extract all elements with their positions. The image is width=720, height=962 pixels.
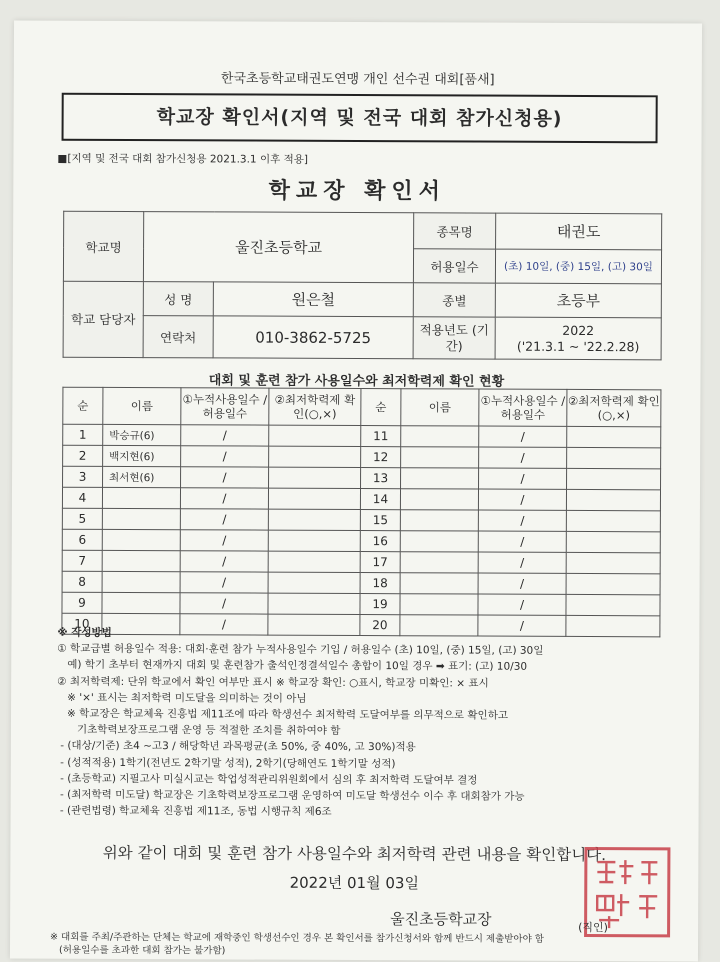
row-number: 11 (361, 426, 401, 447)
table-row (62, 508, 660, 532)
confirmation-text: 위와 같이 대회 및 훈련 참가 사용일수와 최저학력 관련 내용을 확인합니다. (102, 843, 607, 865)
student-name-cell[interactable] (401, 468, 479, 489)
student-name-cell[interactable]: 최서현(6) (103, 466, 181, 487)
min-academic-check-cell[interactable] (566, 510, 660, 531)
student-name-cell[interactable] (400, 489, 478, 510)
guide-line: 예) 학기 초부터 현재까지 대회 및 훈련참가 출석인정결석일수 총합이 10일 경우 ➡ 표기: (고) 10/30 (57, 659, 528, 674)
used-days-cell: / (180, 551, 268, 572)
used-days-cell: / (478, 552, 566, 573)
used-days-cell: / (181, 425, 269, 446)
student-name-cell[interactable] (400, 552, 478, 573)
student-name-cell[interactable] (102, 550, 180, 571)
school-label: 학교명 (63, 211, 143, 281)
used-days-cell: / (478, 531, 566, 552)
row-number: 7 (62, 550, 102, 571)
student-name-cell[interactable] (400, 594, 478, 615)
min-academic-check-cell[interactable] (268, 572, 360, 593)
used-days-cell: / (180, 530, 268, 551)
table-row (63, 424, 661, 448)
used-days-cell: / (181, 467, 269, 488)
name-label: 성 명 (143, 282, 213, 316)
row-number: 18 (360, 573, 400, 594)
student-name-cell[interactable] (401, 426, 479, 447)
used-days-cell: / (180, 614, 268, 635)
used-days-cell: / (478, 510, 566, 531)
min-academic-check-cell[interactable] (567, 447, 661, 468)
student-name-cell[interactable] (102, 592, 180, 613)
col-name-header: 이름 (401, 389, 479, 426)
col-check-header: ②최저학력제 확인(○,×) (567, 389, 661, 426)
guide-line: ② 최저학력제: 단위 학교에서 확인 여부만 표시 ※ 학교장 확인: ○표시, 학교장 미확인: × 표시 (57, 675, 489, 690)
min-academic-check-cell[interactable] (567, 426, 661, 447)
table-row (62, 487, 660, 511)
table-row (63, 466, 661, 490)
guide-line: ※ '×' 표시는 최저학력 미도달을 의미하는 것이 아님 (57, 691, 307, 705)
min-academic-check-cell[interactable] (566, 594, 660, 615)
used-days-cell: / (479, 468, 567, 489)
min-academic-check-cell[interactable] (268, 530, 360, 551)
col-no-header: 순 (63, 387, 103, 424)
row-number: 13 (361, 468, 401, 489)
col-days-header: ①누적사용일수 /허용일수 (181, 388, 269, 425)
row-number: 16 (360, 531, 400, 552)
row-number: 5 (62, 508, 102, 529)
year-cell (495, 317, 661, 360)
row-number: 9 (62, 592, 102, 613)
guide-title: ※ 작성방법 (57, 626, 112, 639)
used-days-cell: / (479, 426, 567, 447)
super-title: 한국초등학교태권도연맹 개인 선수권 대회[품새] (220, 71, 495, 88)
guide-line: - (초등학교) 지필고사 미실시교는 학업성적관리위원회에서 심의 후 최저학력 도달여부 결정 (56, 772, 478, 787)
guide-line: 기초학력보장프로그램 운영 등 적절한 조치를 취하여야 함 (56, 723, 341, 738)
main-title: 학교장 확인서 (268, 178, 446, 205)
used-days-cell: / (180, 572, 268, 593)
student-name-cell[interactable] (400, 573, 478, 594)
table-header-row (63, 387, 661, 427)
row-number: 12 (361, 447, 401, 468)
name-value: 원은철 (213, 282, 413, 317)
seal-label: (직인) (578, 920, 608, 935)
min-academic-check-cell[interactable] (268, 488, 360, 509)
row-number: 8 (62, 571, 102, 592)
student-name-cell[interactable] (102, 487, 180, 508)
student-name-cell[interactable] (102, 529, 180, 550)
col-name-header: 이름 (103, 387, 181, 424)
min-academic-check-cell[interactable] (268, 593, 360, 614)
footer-line: ※ 대회를 주최/주관하는 단체는 학교에 재학중인 학생선수인 경우 본 확인서를 참가신청서와 함께 반드시 제출받아야 함 (50, 931, 545, 945)
student-name-cell[interactable] (401, 447, 479, 468)
row-number: 15 (360, 510, 400, 531)
table-row (62, 550, 660, 574)
col-check-header: ②최저학력제 확인(○,×) (269, 388, 361, 425)
sport-label: 종목명 (414, 213, 496, 249)
row-number: 20 (360, 615, 400, 636)
used-days-cell: / (180, 593, 268, 614)
contact-value: 010-3862-5725 (213, 316, 413, 359)
row-number: 1 (63, 424, 103, 445)
applies-note: ■[지역 및 전국 대회 참가신청용 2021.3.1 이후 적용] (57, 152, 309, 166)
min-academic-check-cell[interactable] (269, 425, 361, 446)
used-days-cell: / (180, 509, 268, 530)
guide-line: - (최저학력 미도달) 학교장은 기초학력보장프로그램 운영하여 미도달 학생선수 이수 후 대회참가 가능 (56, 788, 525, 803)
year-value: 2022 (562, 322, 595, 338)
division-label: 종별 (413, 283, 495, 317)
box-title: 학교장 확인서(지역 및 전국 대회 참가신청용) (62, 93, 658, 144)
contact-label: 연락처 (143, 316, 213, 358)
used-days-cell: / (180, 488, 268, 509)
min-academic-check-cell[interactable] (567, 468, 661, 489)
row-number: 14 (360, 489, 400, 510)
min-academic-check-cell[interactable] (269, 467, 361, 488)
guide-line: - (성적적용) 1학기(전년도 2학기말 성적), 2학기(당해연도 1학기말 성적) (56, 756, 396, 770)
row-number: 10 (62, 613, 102, 634)
footer-line: (허용일수를 초과한 대회 참가는 불가함) (49, 944, 226, 957)
table-row (62, 592, 660, 616)
used-days-cell: / (478, 594, 566, 615)
row-number: 2 (63, 445, 103, 466)
min-academic-check-cell[interactable] (566, 573, 660, 594)
table-row (63, 445, 661, 469)
col-no-header: 순 (361, 389, 401, 426)
issue-date: 2022년 01월 03일 (289, 873, 420, 893)
student-name-cell[interactable]: 백지현(6) (103, 445, 181, 466)
table-row (62, 529, 660, 553)
student-name-cell[interactable] (102, 571, 180, 592)
section-title: 대회 및 훈련 참가 사용일수와 최저학력제 확인 현황 (208, 373, 505, 390)
min-academic-check-cell[interactable] (268, 551, 360, 572)
min-academic-check-cell[interactable] (566, 531, 660, 552)
division-value: 초등부 (495, 283, 661, 318)
writing-guide (57, 625, 668, 822)
student-name-cell[interactable]: 박승규(6) (103, 424, 181, 445)
row-number: 3 (63, 466, 103, 487)
principal-name: 울진초등학교장 (390, 910, 492, 929)
allowed-days-label: 허용일수 (413, 249, 495, 283)
footer-note (50, 931, 690, 960)
table-row (62, 571, 660, 595)
sport-value: 태권도 (496, 213, 662, 250)
min-academic-check-cell[interactable] (566, 489, 660, 510)
min-academic-check-cell[interactable] (268, 509, 360, 530)
year-label: 적용년도 (기간) (413, 317, 495, 359)
used-days-cell: / (181, 446, 269, 467)
document-page (10, 21, 702, 962)
school-value: 울진초등학교 (143, 212, 413, 283)
participants-table (61, 387, 661, 638)
student-name-cell[interactable] (400, 531, 478, 552)
year-period: ('21.3.1 ~ '22.2.28) (516, 338, 640, 354)
guide-line: - (대상/기준) 초4 ~고3 / 해당학년 과목평균(초 50%, 중 40%, 고 30%)적용 (56, 740, 416, 754)
min-academic-check-cell[interactable] (269, 446, 361, 467)
row-number: 4 (62, 487, 102, 508)
manager-label: 학교 담당자 (63, 281, 143, 357)
row-number: 17 (360, 552, 400, 573)
student-name-cell[interactable] (102, 508, 180, 529)
guide-line: ① 학교급별 허용일수 적용: 대회·훈련 참가 누적사용일수 기입 / 허용일수 (초) 10일, (중) 15일, (고) 30일 (57, 642, 544, 658)
used-days-cell: / (478, 615, 566, 636)
guide-line: ※ 학교장은 학교체육 진흥법 제11조에 따라 학생선수 최저학력 도달여부를 의무적으로 확인하고 (56, 707, 509, 722)
col-days-header: ①누적사용일수 /허용일수 (479, 389, 567, 426)
info-table (63, 211, 663, 361)
guide-line: - (관련법령) 학교체육 진흥법 제11조, 동법 시행규칙 제6조 (56, 804, 332, 819)
student-name-cell[interactable] (400, 510, 478, 531)
min-academic-check-cell[interactable] (566, 552, 660, 573)
allowed-days-value: (초) 10일, (중) 15일, (고) 30일 (495, 249, 661, 284)
used-days-cell: / (478, 573, 566, 594)
row-number: 19 (360, 594, 400, 615)
used-days-cell: / (479, 447, 567, 468)
row-number: 6 (62, 529, 102, 550)
used-days-cell: / (478, 489, 566, 510)
